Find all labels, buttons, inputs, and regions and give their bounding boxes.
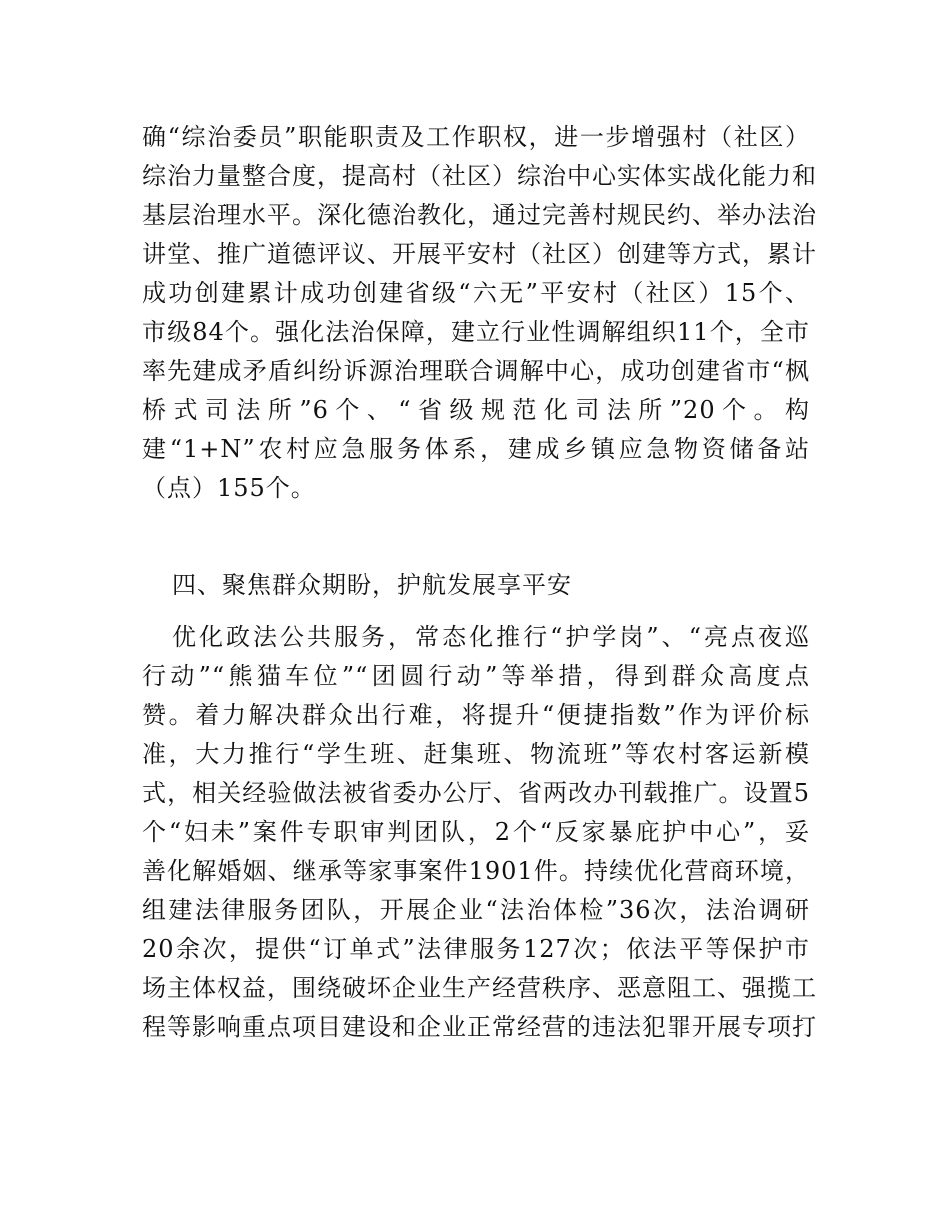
paragraph-1-line-7: 率先建成矛盾纠纷诉源治理联合调解中心，成功创建省市“枫 [142, 357, 810, 385]
paragraph-1-line-1: 确“综治委员”职能职责及工作职权，进一步增强村（社区） [142, 123, 810, 151]
paragraph-2-line-4: 准，大力推行“学生班、赶集班、物流班”等农村客运新模 [142, 740, 810, 768]
paragraph-2-line-1: 优化政法公共服务，常态化推行“护学岗”、“亮点夜巡 [172, 623, 810, 651]
paragraph-1-line-6: 市级84个。强化法治保障，建立行业性调解组织11个，全市 [142, 318, 810, 346]
paragraph-1-line-9: 建“1+N”农村应急服务体系，建成乡镇应急物资储备站 [142, 435, 810, 463]
paragraph-2-line-10: 场主体权益，围绕破坏企业生产经营秩序、恶意阻工、强揽工 [142, 974, 817, 1002]
paragraph-2-line-3: 赞。着力解决群众出行难，将提升“便捷指数”作为评价标 [142, 701, 810, 729]
paragraph-1-line-8: 桥式司法所”6个、“省级规范化司法所”20个。构 [142, 396, 810, 424]
paragraph-1-line-5: 成功创建累计成功创建省级“六无”平安村（社区）15个、 [142, 279, 810, 307]
paragraph-1-line-2: 综治力量整合度，提高村（社区）综治中心实体实战化能力和 [142, 162, 817, 190]
paragraph-1-line-3: 基层治理水平。深化德治教化，通过完善村规民约、举办法治 [142, 201, 817, 229]
paragraph-2-line-8: 组建法律服务团队，开展企业“法治体检”36次，法治调研 [142, 896, 810, 924]
paragraph-1-line-10: （点）155个。 [142, 474, 316, 502]
paragraph-2 [142, 618, 817, 1047]
paragraph-2-line-2: 行动”“熊猫车位”“团圆行动”等举措，得到群众高度点 [142, 662, 810, 690]
paragraph-2-line-11: 程等影响重点项目建设和企业正常经营的违法犯罪开展专项打 [142, 1013, 817, 1041]
paragraph-2-line-9: 20余次，提供“订单式”法律服务127次；依法平等保护市 [142, 935, 810, 963]
paragraph-2-line-7: 善化解婚姻、继承等家事案件1901件。持续优化营商环境， [142, 857, 810, 885]
paragraph-2-line-5: 式，相关经验做法被省委办公厅、省两改办刊载推广。设置5 [142, 779, 810, 807]
section-heading: 四、聚焦群众期盼，护航发展享平安 [172, 571, 572, 599]
paragraph-1-line-4: 讲堂、推广道德评议、开展平安村（社区）创建等方式，累计 [142, 240, 817, 268]
paragraph-1 [142, 118, 817, 508]
paragraph-2-line-6: 个“妇未”案件专职审判团队，2个“反家暴庇护中心”，妥 [142, 818, 810, 846]
